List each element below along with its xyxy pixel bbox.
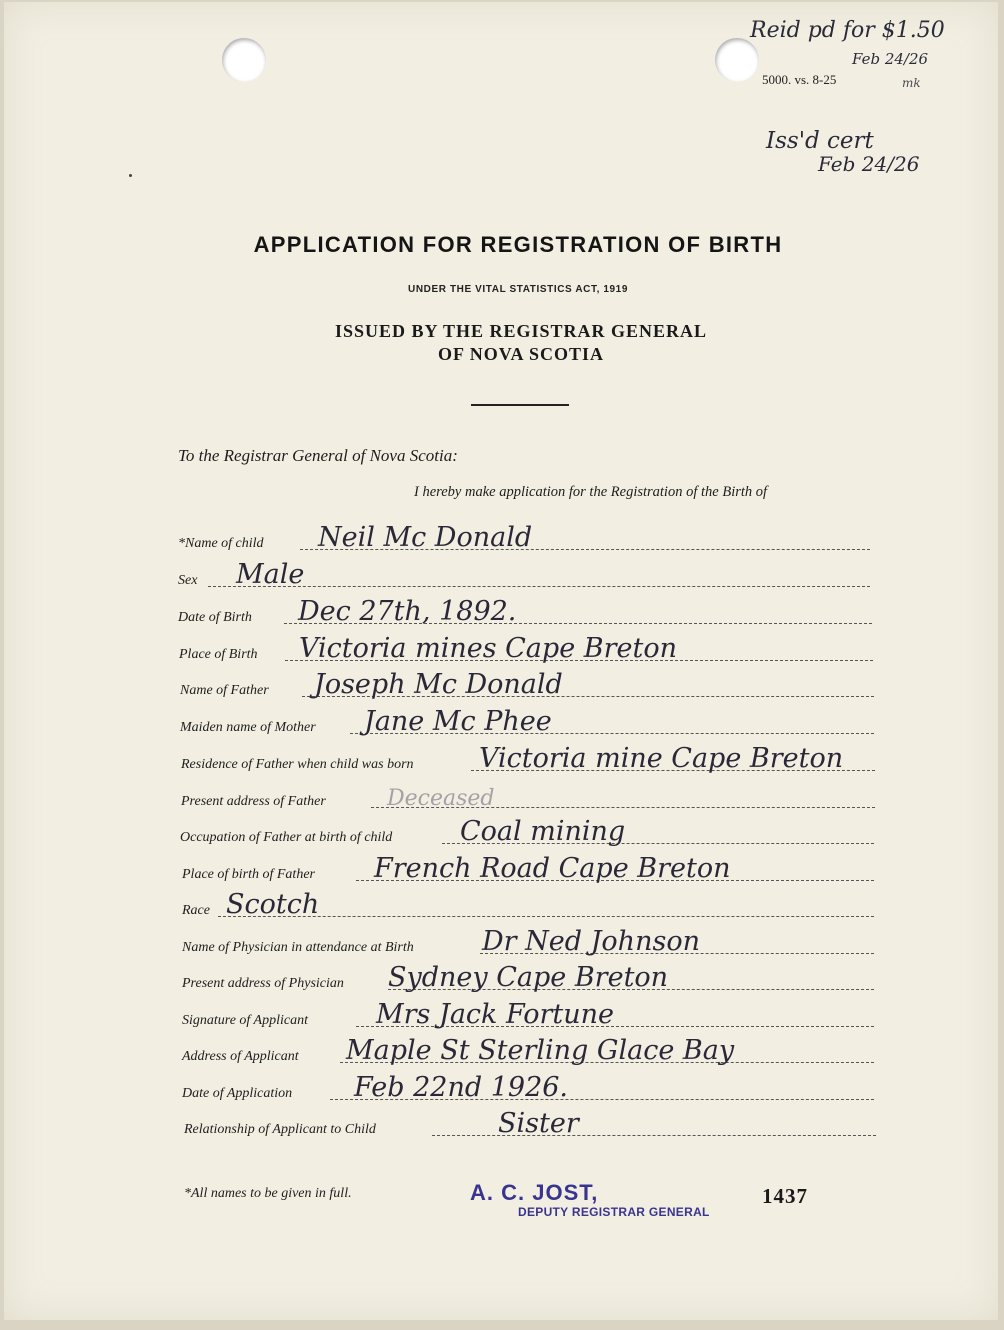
field-maiden-name-of-mother <box>180 704 874 738</box>
issuing-authority <box>4 320 1004 366</box>
issued-annotation: Iss'd cert <box>766 128 874 154</box>
field-value: Dec 27th, 1892. <box>298 596 517 627</box>
field-value: Deceased <box>387 786 495 811</box>
registration-number: 1437 <box>762 1184 808 1208</box>
received-annotation: Reid pd for $1.50 <box>750 18 945 43</box>
field-value: Maple St Sterling Glace Bay <box>346 1035 735 1066</box>
field-value: Dr Ned Johnson <box>482 926 700 957</box>
salutation: To the Registrar General of Nova Scotia: <box>178 446 458 465</box>
field-value: Scotch <box>226 889 320 920</box>
field-race <box>182 887 874 921</box>
field-label: Place of birth of Father <box>182 867 315 882</box>
field-value: Victoria mines Cape Breton <box>299 633 677 664</box>
field-name-of-father <box>180 667 874 701</box>
field-value: Coal mining <box>460 816 626 847</box>
document-title: APPLICATION FOR REGISTRATION OF BIRTH <box>253 232 783 257</box>
field-name-of-physician <box>182 924 874 958</box>
field-label: Place of Birth <box>179 647 258 662</box>
received-initials-annotation: mk <box>902 76 921 90</box>
field-label: Occupation of Father at birth of child <box>180 830 393 845</box>
document-subtitle: UNDER THE VITAL STATISTICS ACT, 1919 <box>408 284 628 295</box>
field-label: Relationship of Applicant to Child <box>184 1122 376 1137</box>
field-label: Residence of Father when child was born <box>181 757 414 772</box>
field-label: Signature of Applicant <box>182 1013 308 1028</box>
field-label: Date of Birth <box>178 610 252 625</box>
field-occupation-of-father <box>180 814 874 848</box>
field-value: Sister <box>498 1108 579 1139</box>
field-present-address-of-father <box>181 778 875 812</box>
field-sex <box>178 557 870 591</box>
field-address-of-applicant <box>182 1033 874 1067</box>
field-label: Address of Applicant <box>182 1049 299 1064</box>
issuing-authority-line1: ISSUED BY THE REGISTRAR GENERAL <box>334 321 708 341</box>
field-label: Name of Physician in attendance at Birth <box>182 940 414 955</box>
title-divider <box>471 404 569 406</box>
field-value: Mrs Jack Fortune <box>376 999 615 1030</box>
field-value: Sydney Cape Breton <box>388 962 669 993</box>
issued-date-annotation: Feb 24/26 <box>818 152 920 176</box>
field-label: *Name of child <box>178 536 264 551</box>
registrar-stamp-name: A. C. JOST, <box>470 1180 599 1205</box>
field-label: Date of Application <box>182 1086 293 1101</box>
received-date-annotation: Feb 24/26 <box>852 50 929 68</box>
application-statement: I hereby make application for the Registration of the Birth of <box>414 484 768 500</box>
field-value: Male <box>236 559 305 590</box>
field-value: Joseph Mc Donald <box>314 669 563 700</box>
field-residence-of-father <box>181 741 875 775</box>
form-number: 5000. vs. 8-25 <box>762 72 837 87</box>
punch-hole-left <box>222 38 266 82</box>
field-label: Sex <box>178 573 198 588</box>
field-value: French Road Cape Breton <box>374 853 731 884</box>
punch-hole-right <box>715 38 759 82</box>
footnote: *All names to be given in full. <box>184 1186 352 1201</box>
ink-speck <box>129 174 132 177</box>
field-date-of-application <box>182 1070 874 1104</box>
document-page <box>4 2 998 1320</box>
field-value: Feb 22nd 1926. <box>354 1072 569 1103</box>
field-place-of-birth <box>179 631 873 665</box>
field-date-of-birth <box>178 594 872 628</box>
field-label: Maiden name of Mother <box>180 720 316 735</box>
registrar-stamp-title: DEPUTY REGISTRAR GENERAL <box>518 1205 710 1219</box>
field-value: Jane Mc Phee <box>364 706 552 737</box>
field-label: Race <box>182 903 210 918</box>
field-place-of-birth-of-father <box>182 851 874 885</box>
issuing-authority-line2: OF NOVA SCOTIA <box>437 344 605 364</box>
field-value: Victoria mine Cape Breton <box>479 743 844 774</box>
field-value: Neil Mc Donald <box>318 522 533 553</box>
field-label: Present address of Physician <box>182 976 344 991</box>
field-signature-of-applicant <box>182 997 874 1031</box>
field-name-of-child <box>178 520 870 554</box>
field-label: Name of Father <box>180 683 269 698</box>
field-relationship-of-applicant <box>184 1106 876 1140</box>
field-label: Present address of Father <box>181 794 326 809</box>
field-present-address-of-physician <box>182 960 874 994</box>
field-line <box>208 586 870 587</box>
